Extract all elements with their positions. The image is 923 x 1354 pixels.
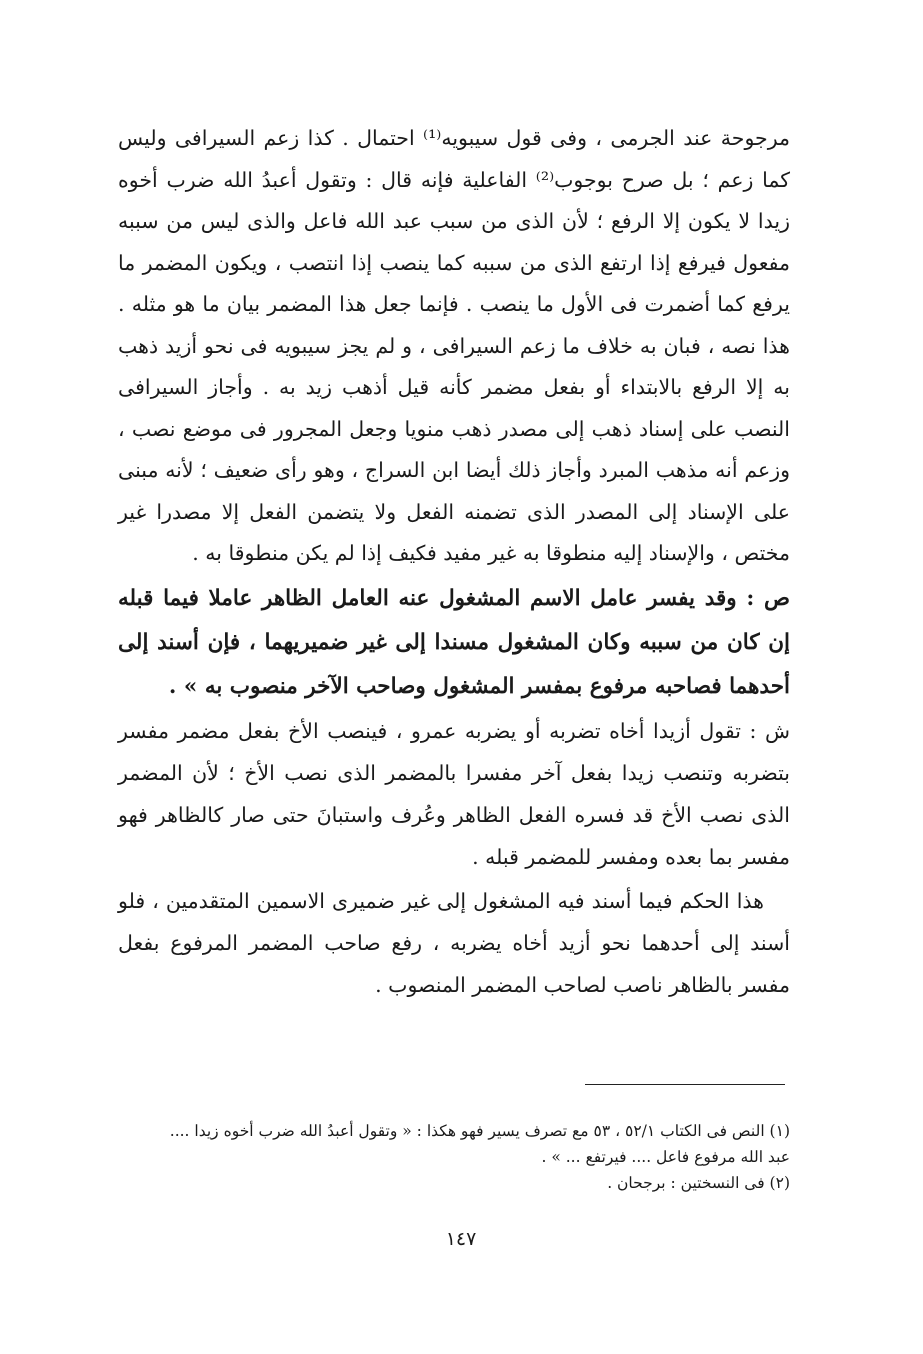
paragraph-text-sad: ص : وقد يفسر عامل الاسم المشغول عنه العامل الظاهر عاملا فيما قبله إن كان من سببه وكان المشغول مسندا إلى غير ضميريهما ، فإن أسند إلى أحدهما فصاحبه مرفوع بمفسر المشغول وصاحب الآخر منصوب به » . <box>118 586 790 699</box>
paragraph-explanation-shin: ش : تقول أزيدا أخاه تضربه أو يضربه عمرو ، فينصب الأخ بفعل مضمر مفسر بتضربه وتنصب زيدا بفعل آخر مفسرا بالمضمر الذى نصب الأخ ؛ لأن المضمر الذى نصب الأخ قد فسره الفعل الظاهر وعُرف واستبانَ حتى صار كالظاهر فهو مفسر بما بعده ومفسر للمضمر قبله . <box>118 719 790 869</box>
paragraph-ruling: هذا الحكم فيما أسند فيه المشغول إلى غير ضميرى الاسمين المتقدمين ، فلو أسند إلى أحدهما نحو أزيد أخاه يضربه ، رفع صاحب المضمر المرفوع بفعل مفسر بالظاهر ناصب لصاحب المضمر المنصوب . <box>118 889 790 997</box>
footnote-1-line-1: (١) النص فى الكتاب ٥٢/١ ، ٥٣ مع تصرف يسير فهو هكذا : « وتقول أعبدُ الله ضرب أخوه زيدا .... <box>169 1122 790 1140</box>
footnote-1-line-2: عبد الله مرفوع فاعل .... فيرتفع ... » . <box>541 1148 790 1166</box>
footnote-divider <box>585 1084 785 1085</box>
paragraph-commentary: مرجوحة عند الجرمى ، وفى قول سيبويه⁽¹⁾ احتمال . كذا زعم السيرافى وليس كما زعم ؛ بل صرح بوجوب⁽²⁾ الفاعلية فإنه قال : وتقول أعبدُ الله ضرب أخوه زيدا لا يكون إلا الرفع ؛ لأن الذى من سبب عبد الله فاعل والذى ليس من سببه مفعول فيرفع إذا ارتفع الذى من سببه كما ينصب إذا انتصب ، ويكون المضمر ما يرفع كما أضمرت فى الأول ما ينصب . فإنما جعل هذا المضمر بيان ما هو مثله . هذا نصه ، فبان به خلاف ما زعم السيرافى ، و لم يجز سيبويه فى نحو أزيد ذهب به إلا الرفع بالابتداء أو بفعل مضمر كأنه قيل أذهب زيد به . وأجاز السيرافى النصب على إسناد ذهب إلى مصدر ذهب منويا وجعل المجرور فى موضع نصب ، وزعم أنه مذهب المبرد وأجاز ذلك أيضا ابن السراج ، وهو رأى ضعيف ؛ لأنه مبنى على الإسناد إلى المصدر الذى تضمنه الفعل ولا يتضمن الفعل إلا مصدرا غير مختص ، والإسناد إليه منطوقا به غير مفيد فكيف إذا لم يكن منطوقا به . <box>118 126 791 565</box>
footnotes <box>118 1118 790 1196</box>
footnote-2: (٢) فى النسختين : برجحان . <box>607 1174 790 1192</box>
page-number: ١٤٧ <box>445 1228 477 1250</box>
